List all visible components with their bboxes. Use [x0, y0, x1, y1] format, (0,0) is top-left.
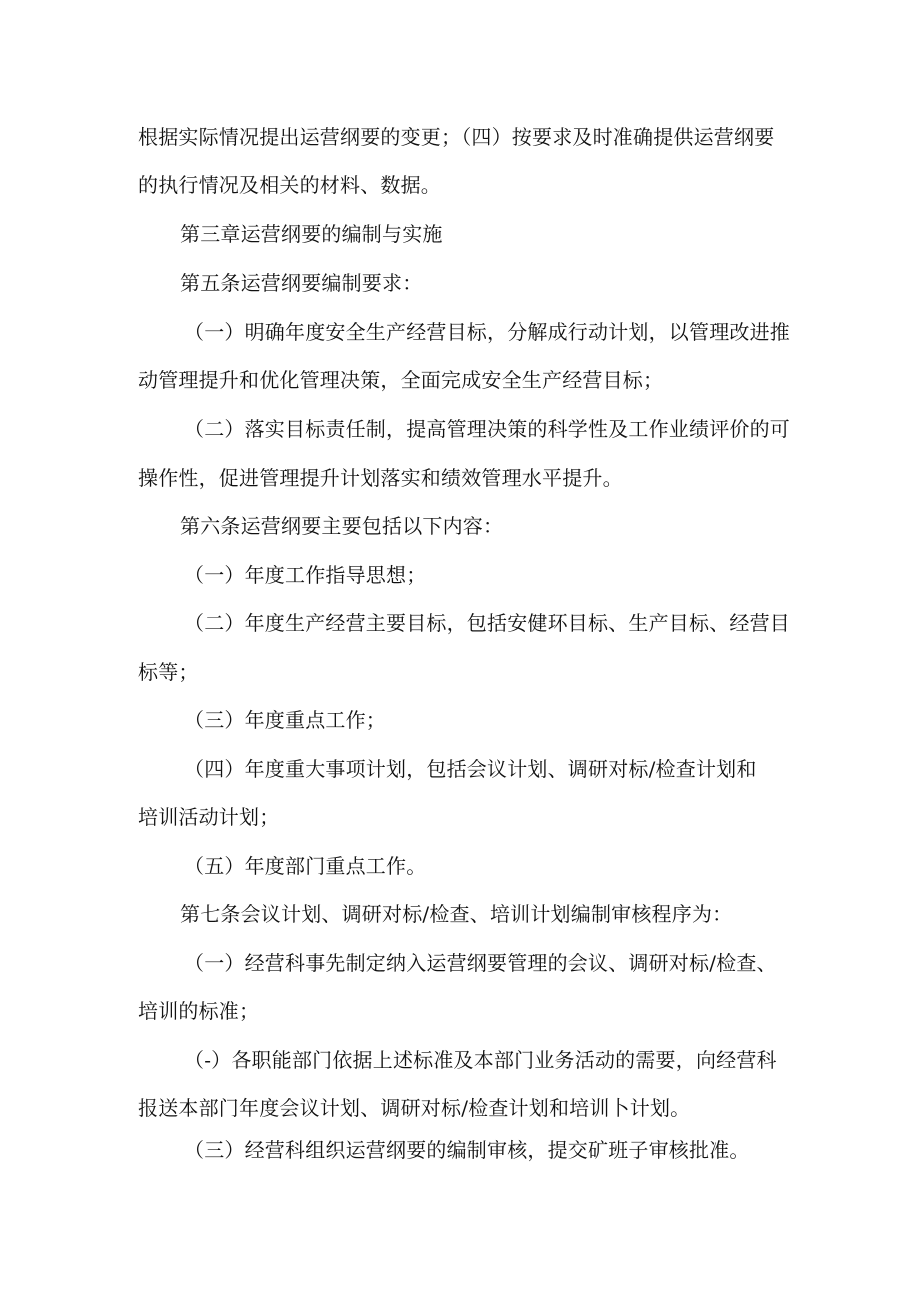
paragraph-line: （三）经营科组织运营纲要的编制审核，提交矿班子审核批准。 — [184, 1138, 750, 1162]
paragraph-line: 根据实际情况提出运营纲要的变更；（四）按要求及时准确提供运营纲要 — [138, 125, 775, 149]
chapter-heading: 第三章运营纲要的编制与实施 — [180, 222, 443, 246]
paragraph-line: 培训活动计划； — [138, 805, 280, 829]
paragraph-line: （四）年度重大事项计划，包括会议计划、调研对标/检查计划和 — [184, 757, 757, 781]
paragraph-line: （五）年度部门重点工作。 — [184, 854, 427, 878]
paragraph-line: 动管理提升和优化管理决策，全面完成安全生产经营目标； — [138, 368, 664, 392]
paragraph-line: （-）各职能部门依据上述标准及本部门业务活动的需要，向经营科 — [184, 1048, 777, 1072]
article-heading: 第六条运营纲要主要包括以下内容： — [180, 514, 504, 538]
paragraph-line: 操作性，促进管理提升计划落实和绩效管理水平提升。 — [138, 466, 623, 490]
paragraph-line: 报送本部门年度会议计划、调研对标/检查计划和培训卜计划。 — [138, 1096, 691, 1120]
article-heading: 第七条会议计划、调研对标/检查、培训计划编制审核程序为： — [180, 902, 733, 926]
paragraph-line: （一）经营科事先制定纳入运营纲要管理的会议、调研对标/检查、 — [184, 951, 777, 975]
paragraph-line: 培训的标准； — [138, 999, 260, 1023]
paragraph-line: 标等； — [138, 660, 199, 684]
paragraph-line: （一）明确年度安全生产经营目标，分解成行动计划，以管理改进推 — [184, 320, 790, 344]
paragraph-line: （二）落实目标责任制，提高管理决策的科学性及工作业绩评价的可 — [184, 417, 790, 441]
article-heading: 第五条运营纲要编制要求： — [180, 271, 423, 295]
paragraph-line: （三）年度重点工作； — [184, 708, 386, 732]
paragraph-line: （一）年度工作指导思想； — [184, 563, 427, 587]
paragraph-line: 的执行情况及相关的材料、数据。 — [138, 173, 441, 197]
paragraph-line: （二）年度生产经营主要目标，包括安健环目标、生产目标、经营目 — [184, 611, 790, 635]
